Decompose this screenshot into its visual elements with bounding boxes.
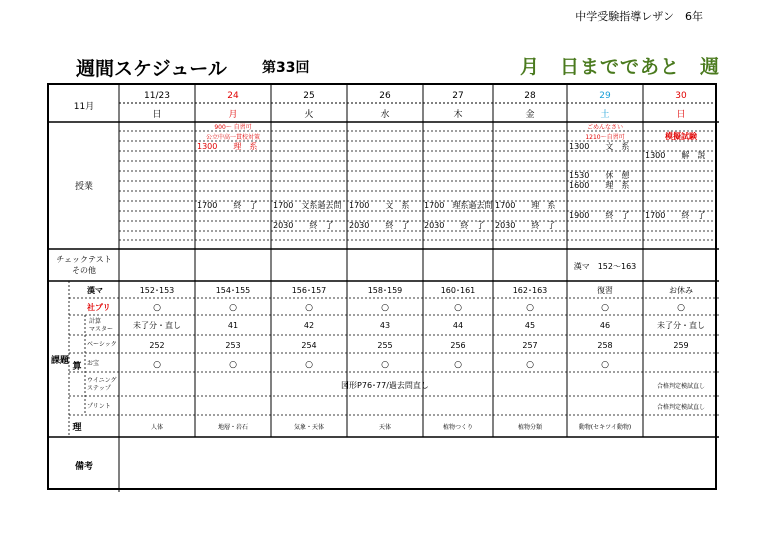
weekday-2: 火 xyxy=(304,110,314,120)
winning-span: 図形P76･77/過去問直し xyxy=(341,381,429,390)
winning-label-1: ウイニング xyxy=(87,377,117,384)
science-5: 植物分類 xyxy=(517,424,543,431)
weekday-1: 月 xyxy=(228,110,238,120)
print-sun: 合格判定模試直し xyxy=(656,404,706,411)
weekday-7: 日 xyxy=(676,110,686,120)
mon-1700: 1700 終 了 xyxy=(197,201,258,210)
otakara-0: ○ xyxy=(153,360,161,370)
countdown-label: 月 日までであと 週 xyxy=(520,56,721,78)
date-0: 11/23 xyxy=(144,91,170,101)
basic-2: 254 xyxy=(301,341,317,350)
shapuri-6: ○ xyxy=(601,303,609,313)
sun-1300: 1300 解 説 xyxy=(645,151,706,160)
science-3: 天体 xyxy=(378,424,392,431)
science-label: 理 xyxy=(72,423,82,433)
fri-2030: 2030 終 了 xyxy=(495,221,556,230)
kanma-7: お休み xyxy=(669,286,693,295)
sat-note-1: ごめんなさい xyxy=(586,124,624,131)
science-0: 人体 xyxy=(150,424,164,431)
date-2: 25 xyxy=(303,91,315,101)
kanma-0: 152･153 xyxy=(139,286,175,295)
keisan-label-2: マスター xyxy=(89,326,114,333)
winning-sun: 合格判定模試直し xyxy=(656,383,706,390)
basic-1: 253 xyxy=(225,341,241,350)
shapuri-3: ○ xyxy=(381,303,389,313)
weekday-4: 木 xyxy=(453,110,463,120)
date-7: 30 xyxy=(675,91,687,101)
keisan-7: 未了分・直し xyxy=(657,321,705,330)
date-1: 24 xyxy=(227,91,239,101)
basic-7: 259 xyxy=(673,341,689,350)
shapuri-2: ○ xyxy=(305,303,313,313)
date-4: 27 xyxy=(452,91,464,101)
weekday-5: 金 xyxy=(525,110,535,120)
remarks-label: 備考 xyxy=(74,462,94,472)
kanma-6: 復習 xyxy=(597,286,613,295)
otakara-label: お宝 xyxy=(87,360,100,367)
science-1: 地層・岩石 xyxy=(217,424,249,431)
mon-1300: 1300 理 系 xyxy=(197,142,258,151)
science-2: 気象・天体 xyxy=(293,424,325,431)
basic-4: 256 xyxy=(450,341,466,350)
school-name: 中学受験指導レザン 6年 xyxy=(575,10,703,23)
keisan-6: 46 xyxy=(599,321,611,330)
otakara-3: ○ xyxy=(381,360,389,370)
issue-number: 第33回 xyxy=(262,60,310,76)
check-label-2: その他 xyxy=(72,266,96,275)
otakara-4: ○ xyxy=(454,360,462,370)
date-6: 29 xyxy=(599,91,611,101)
sat-1300: 1300 文 系 xyxy=(569,142,630,151)
tasks-label: 課題 xyxy=(51,356,70,366)
basic-label: ベーシック xyxy=(87,341,117,348)
sat-1600: 1600 理 系 xyxy=(569,181,630,190)
science-4: 植物つくり xyxy=(442,424,474,431)
shapuri-1: ○ xyxy=(229,303,237,313)
basic-5: 257 xyxy=(522,341,538,350)
date-5: 28 xyxy=(524,91,536,101)
keisan-label-1: 計算 xyxy=(89,318,102,325)
shapuri-5: ○ xyxy=(526,303,534,313)
wed-1700: 1700 文 系 xyxy=(349,201,410,210)
sat-1530: 1530 休 憩 xyxy=(569,171,630,180)
kanma-4: 160･161 xyxy=(440,286,476,295)
kanma-label: 漢マ xyxy=(87,286,103,295)
weekday-6: 土 xyxy=(600,110,610,120)
kanma-2: 156･157 xyxy=(291,286,327,295)
sat-note-2: 1210〜自習可 xyxy=(585,134,625,141)
basic-0: 252 xyxy=(149,341,165,350)
print-label: プリント xyxy=(87,403,111,410)
thu-1700: 1700 理系過去問 xyxy=(424,201,493,210)
sun-1700: 1700 終 了 xyxy=(645,211,706,220)
tue-2030: 2030 終 了 xyxy=(273,221,334,230)
mon-note-1: 900〜 自習可 xyxy=(214,124,252,131)
shapuri-label: 社プリ xyxy=(87,303,111,312)
basic-3: 255 xyxy=(377,341,393,350)
tue-1700: 1700 文系過去問 xyxy=(273,201,342,210)
math-label: 算 xyxy=(72,362,82,372)
otakara-2: ○ xyxy=(305,360,313,370)
classes-label: 授業 xyxy=(74,182,94,192)
winning-label-2: ステップ xyxy=(87,385,111,392)
otakara-6: ○ xyxy=(601,360,609,370)
sun-exam: 模擬試験 xyxy=(665,132,697,141)
weekday-0: 日 xyxy=(152,110,162,120)
keisan-3: 43 xyxy=(379,321,391,330)
otakara-5: ○ xyxy=(526,360,534,370)
keisan-2: 42 xyxy=(303,321,315,330)
date-3: 26 xyxy=(379,91,391,101)
kanma-5: 162･163 xyxy=(512,286,548,295)
mon-note-2: 公立中高一貫校対策 xyxy=(205,134,261,141)
sat-1900: 1900 終 了 xyxy=(569,211,630,220)
keisan-4: 44 xyxy=(452,321,464,330)
science-6: 動物(セキツイ動物) xyxy=(578,424,632,431)
kanma-3: 158･159 xyxy=(367,286,403,295)
schedule-sheet xyxy=(47,83,717,490)
page-title: 週間スケジュール xyxy=(76,58,227,80)
wed-2030: 2030 終 了 xyxy=(349,221,410,230)
otakara-1: ○ xyxy=(229,360,237,370)
keisan-0: 未了分・直し xyxy=(133,321,181,330)
thu-2030: 2030 終 了 xyxy=(424,221,485,230)
keisan-5: 45 xyxy=(524,321,536,330)
fri-1700: 1700 理 系 xyxy=(495,201,556,210)
check-label-1: チェックテスト xyxy=(56,255,112,264)
shapuri-4: ○ xyxy=(454,303,462,313)
kanma-1: 154･155 xyxy=(215,286,251,295)
shapuri-7: ○ xyxy=(677,303,685,313)
shapuri-0: ○ xyxy=(153,303,161,313)
month-label: 11月 xyxy=(73,102,95,112)
weekday-3: 水 xyxy=(380,110,390,120)
check-sat: 漢マ 152〜163 xyxy=(573,262,637,271)
basic-6: 258 xyxy=(597,341,613,350)
keisan-1: 41 xyxy=(227,321,239,330)
schedule-grid xyxy=(49,85,719,492)
